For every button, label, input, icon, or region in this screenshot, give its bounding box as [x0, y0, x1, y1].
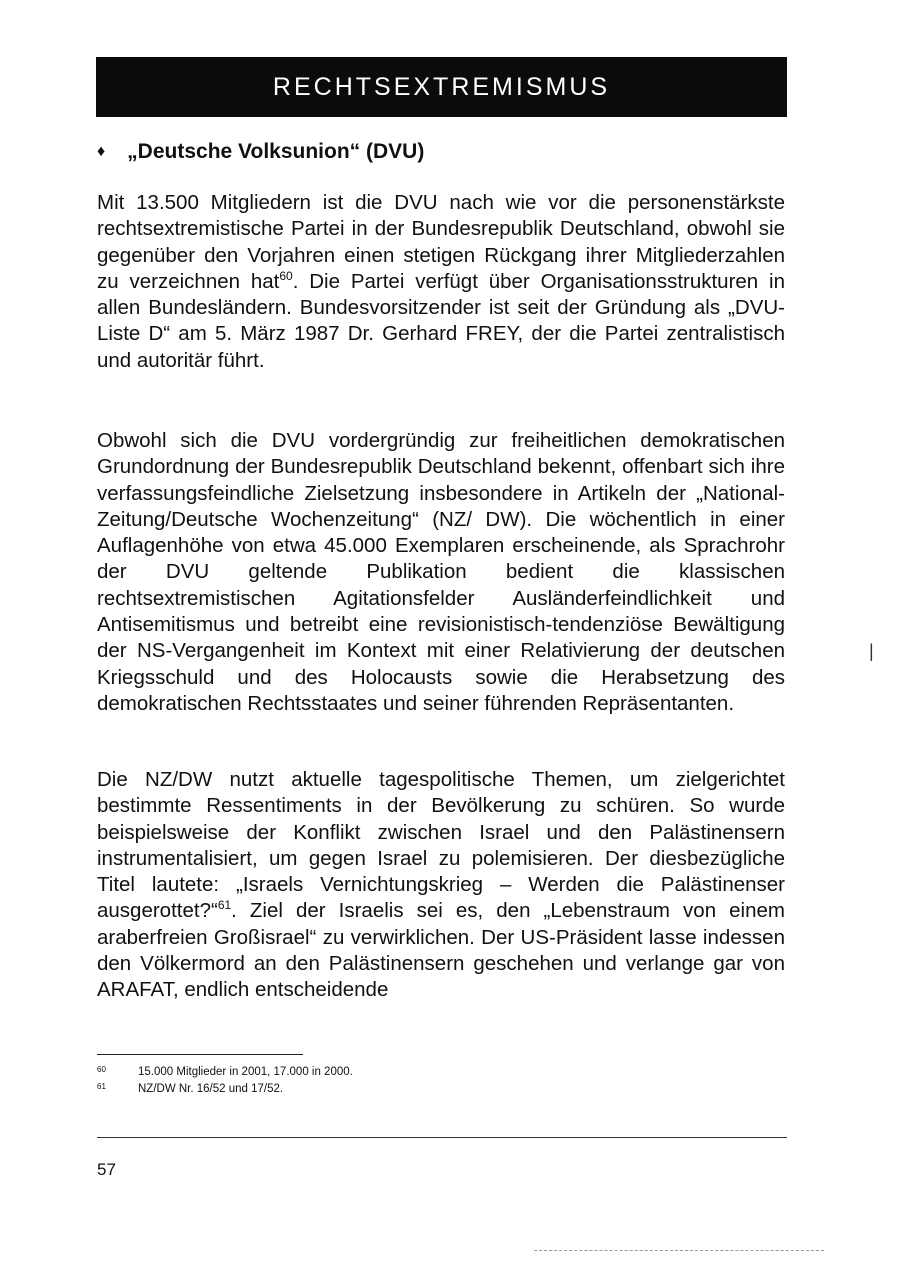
- footnote-number: 60: [97, 1065, 106, 1074]
- footnote-item: [97, 1081, 353, 1098]
- paragraph-1-text-a: Mit 13.500 Mitgliedern ist die DVU nach wie vor die personenstärkste rechtsextremistische Partei in der Bundesrepublik Deutschland, obwohl sie gegenüber den Vorjahren einen stetigen Rückgang ihrer Mitgliederzahlen zu verzeichnen hat: [97, 191, 785, 293]
- page-footer-rule: [97, 1137, 787, 1138]
- section-heading: [97, 140, 424, 164]
- scan-artifact-line: [534, 1250, 824, 1251]
- chapter-title: RECHTSEXTREMISMUS: [272, 72, 611, 101]
- section-title: „Deutsche Volksunion“ (DVU): [127, 140, 425, 163]
- footnote-text: NZ/DW Nr. 16/52 und 17/52.: [138, 1083, 284, 1095]
- footnotes: [97, 1064, 353, 1098]
- footnote-item: [97, 1064, 353, 1081]
- footnote-divider: [97, 1054, 303, 1055]
- page-number: 57: [97, 1160, 116, 1179]
- paragraph-2: Obwohl sich die DVU vordergründig zur freiheitlichen demokratischen Grundordnung der Bundesrepublik Deutschland bekennt, offenbart sich ihre verfassungsfeindliche Zielsetzung insbesondere in Artikeln der „National-Zeitung/Deutsche Wochenzeitung“ (NZ/ DW). Die wöchentlich in einer Auflagenhöhe von etwa 45.000 Exemplaren erscheinende, als Sprachrohr der DVU geltende Publikation bedient die klassischen rechtsextremistischen Agitationsfelder Ausländerfeindlichkeit und Antisemitismus und betreibt eine revisionistisch-tendenziöse Bewältigung der NS-Vergangenheit im Kontext mit einer Relativierung der deutschen Kriegsschuld und des Holocausts sowie die Herabsetzung des demokratischen Rechtsstaates und seiner führenden Repräsentanten.: [97, 429, 785, 715]
- footnote-ref-60[interactable]: 60: [279, 268, 293, 283]
- paragraph-3: [97, 767, 785, 1004]
- footnote-text: 15.000 Mitglieder in 2001, 17.000 in 2000.: [138, 1066, 353, 1078]
- paragraph-3-text-a: Die NZ/DW nutzt aktuelle tagespolitische Themen, um zielgerichtet bestimmte Ressentiments in der Bevölkerung zu schüren. So wurde beispielsweise der Konflikt zwischen Israel und den Palästinensern instrumentalisiert, um gegen Israel zu polemisieren. Der diesbezügliche Titel lautete: „Israels Vernichtungskrieg – Werden die Palästinenser ausgerottet?“: [97, 768, 785, 923]
- margin-mark: |: [869, 641, 874, 661]
- chapter-header-bar: [96, 57, 787, 117]
- footnote-ref-61[interactable]: 61: [217, 898, 232, 913]
- diamond-bullet-icon: ♦: [97, 143, 106, 160]
- paragraph-1-text-b: . Die Partei verfügt über Organisationsstrukturen in allen Bundesländern. Bundesvorsitzender ist seit der Gründung als „DVU-Liste D“ am 5. März 1987 Dr. Gerhard FREY, der die Partei zentralistisch und autoritär führt.: [97, 269, 785, 372]
- paragraph-3-text-b: . Ziel der Israelis sei es, den „Lebenstraum von einem araberfreien Großisrael“ zu verwirklichen. Der US-Präsident lasse indessen den Völkermord an den Palästinensern geschehen und verlange gar von ARAFAT, endlich entscheidende: [97, 899, 785, 1002]
- footnote-number: 61: [97, 1082, 106, 1091]
- paragraph-1: [97, 190, 785, 374]
